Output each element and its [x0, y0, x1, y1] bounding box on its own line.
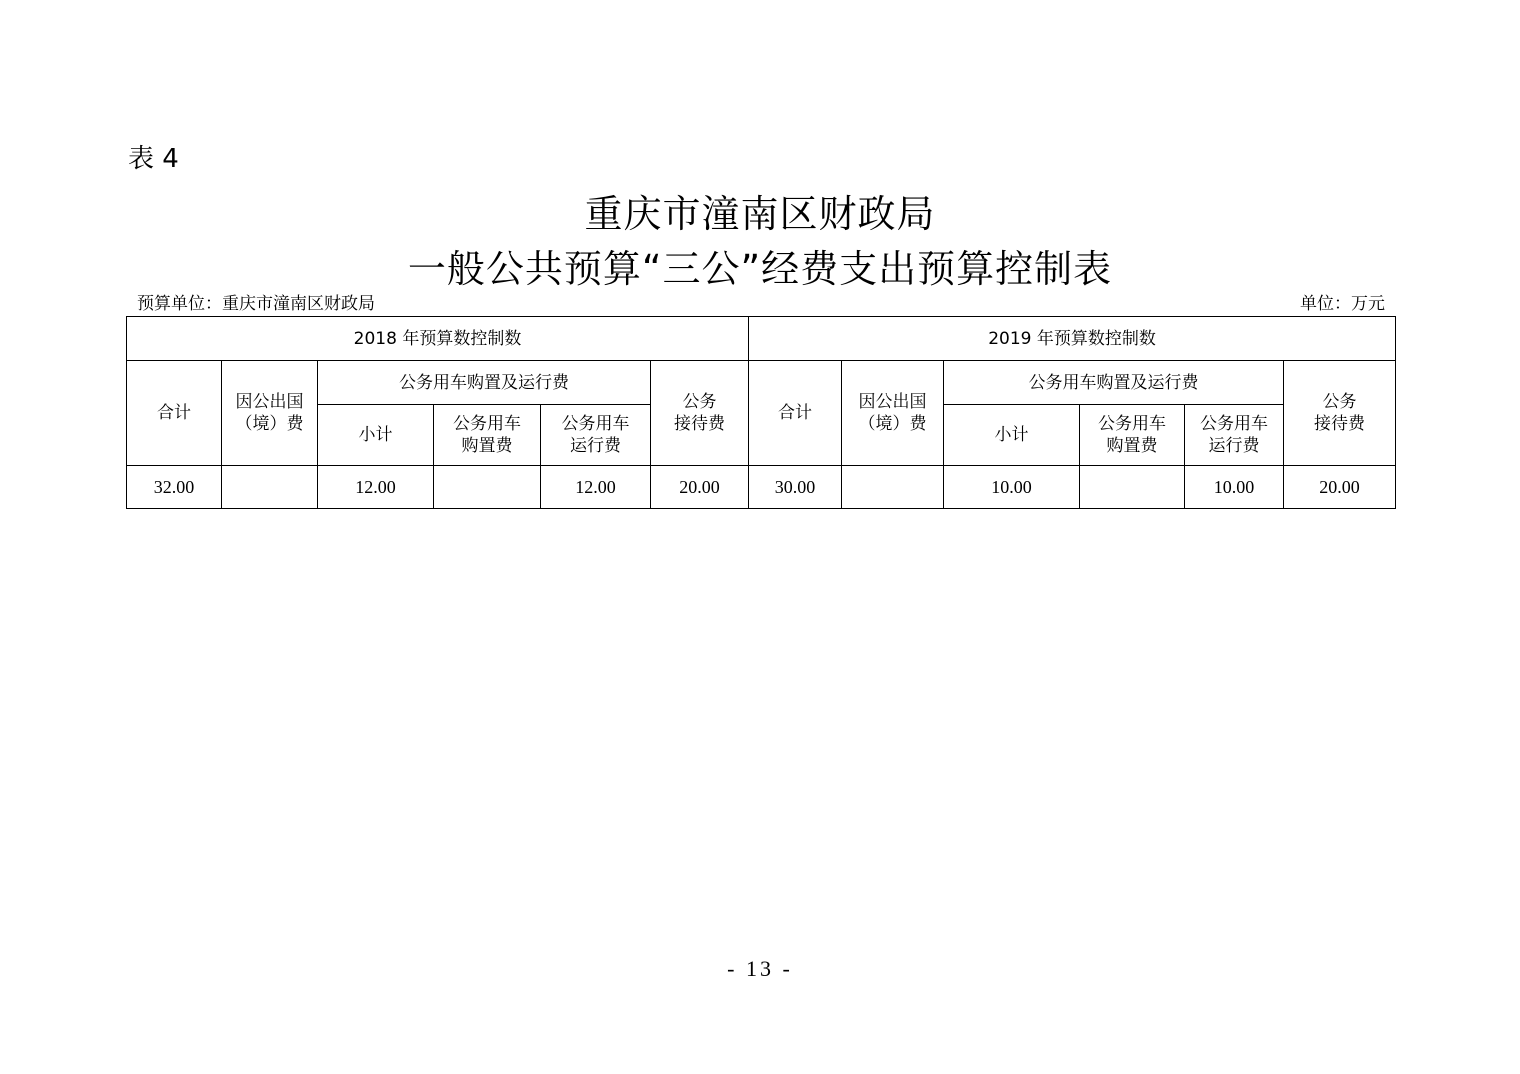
reception-header-line-1: 公务 [682, 392, 717, 412]
year-header-row [127, 317, 1396, 361]
operation-header-2018 [541, 405, 651, 466]
purchase-header-line-2: 购置费 [1106, 436, 1158, 456]
subtotal-2018-value: 12.00 [318, 466, 434, 509]
purchase-2018-value [434, 466, 541, 509]
category-header-row [127, 361, 1396, 405]
abroad-2018-value [222, 466, 318, 509]
reception-header-line-2: 接待费 [1314, 414, 1366, 434]
purchase-2019-value [1080, 466, 1185, 509]
vehicle-header-2019: 公务用车购置及运行费 [944, 361, 1284, 405]
vehicle-header-2018: 公务用车购置及运行费 [318, 361, 651, 405]
page-number: - 13 - [727, 956, 793, 981]
operation-header-line-1: 公务用车 [561, 414, 630, 434]
abroad-header-line-1: 因公出国 [858, 392, 927, 412]
total-header-2018: 合计 [127, 361, 222, 466]
abroad-header-2019 [842, 361, 944, 466]
operation-header-line-2: 运行费 [1208, 436, 1260, 456]
total-2018-value: 32.00 [127, 466, 222, 509]
operation-header-2019 [1185, 405, 1284, 466]
reception-header-2019 [1284, 361, 1396, 466]
year-2019-header: 2019 年预算数控制数 [749, 317, 1396, 361]
operation-2019-value: 10.00 [1185, 466, 1284, 509]
abroad-header-line-2: （境）费 [858, 414, 927, 434]
reception-header-line-1: 公务 [1322, 392, 1357, 412]
total-2019-value: 30.00 [749, 466, 842, 509]
abroad-header-line-2: （境）费 [235, 414, 304, 434]
reception-2018-value: 20.00 [651, 466, 749, 509]
purchase-header-line-1: 公务用车 [453, 414, 521, 434]
purchase-header-2018 [434, 405, 541, 466]
subtotal-header-2019: 小计 [944, 405, 1080, 466]
abroad-2019-value [842, 466, 944, 509]
budget-table [126, 316, 1396, 509]
operation-2018-value: 12.00 [541, 466, 651, 509]
purchase-header-2019 [1080, 405, 1185, 466]
budget-unit: 预算单位：重庆市潼南区财政局 [137, 294, 375, 314]
title-line-2: 一般公共预算“三公”经费支出预算控制表 [407, 247, 1113, 291]
subtotal-2019-value: 10.00 [944, 466, 1080, 509]
year-2018-header: 2018 年预算数控制数 [127, 317, 749, 361]
abroad-header-2018 [222, 361, 318, 466]
table-label: 表 4 [128, 144, 179, 174]
reception-2019-value: 20.00 [1284, 466, 1396, 509]
operation-header-line-2: 运行费 [570, 436, 621, 456]
reception-header-line-2: 接待费 [674, 414, 725, 434]
abroad-header-line-1: 因公出国 [235, 392, 304, 412]
purchase-header-line-2: 购置费 [461, 436, 513, 456]
operation-header-line-1: 公务用车 [1200, 414, 1269, 434]
purchase-header-line-1: 公务用车 [1098, 414, 1167, 434]
unit-label: 单位：万元 [1300, 294, 1385, 314]
table-row [127, 466, 1396, 509]
total-header-2019: 合计 [749, 361, 842, 466]
reception-header-2018 [651, 361, 749, 466]
subtotal-header-2018: 小计 [318, 405, 434, 466]
title-line-1: 重庆市潼南区财政局 [584, 192, 936, 236]
